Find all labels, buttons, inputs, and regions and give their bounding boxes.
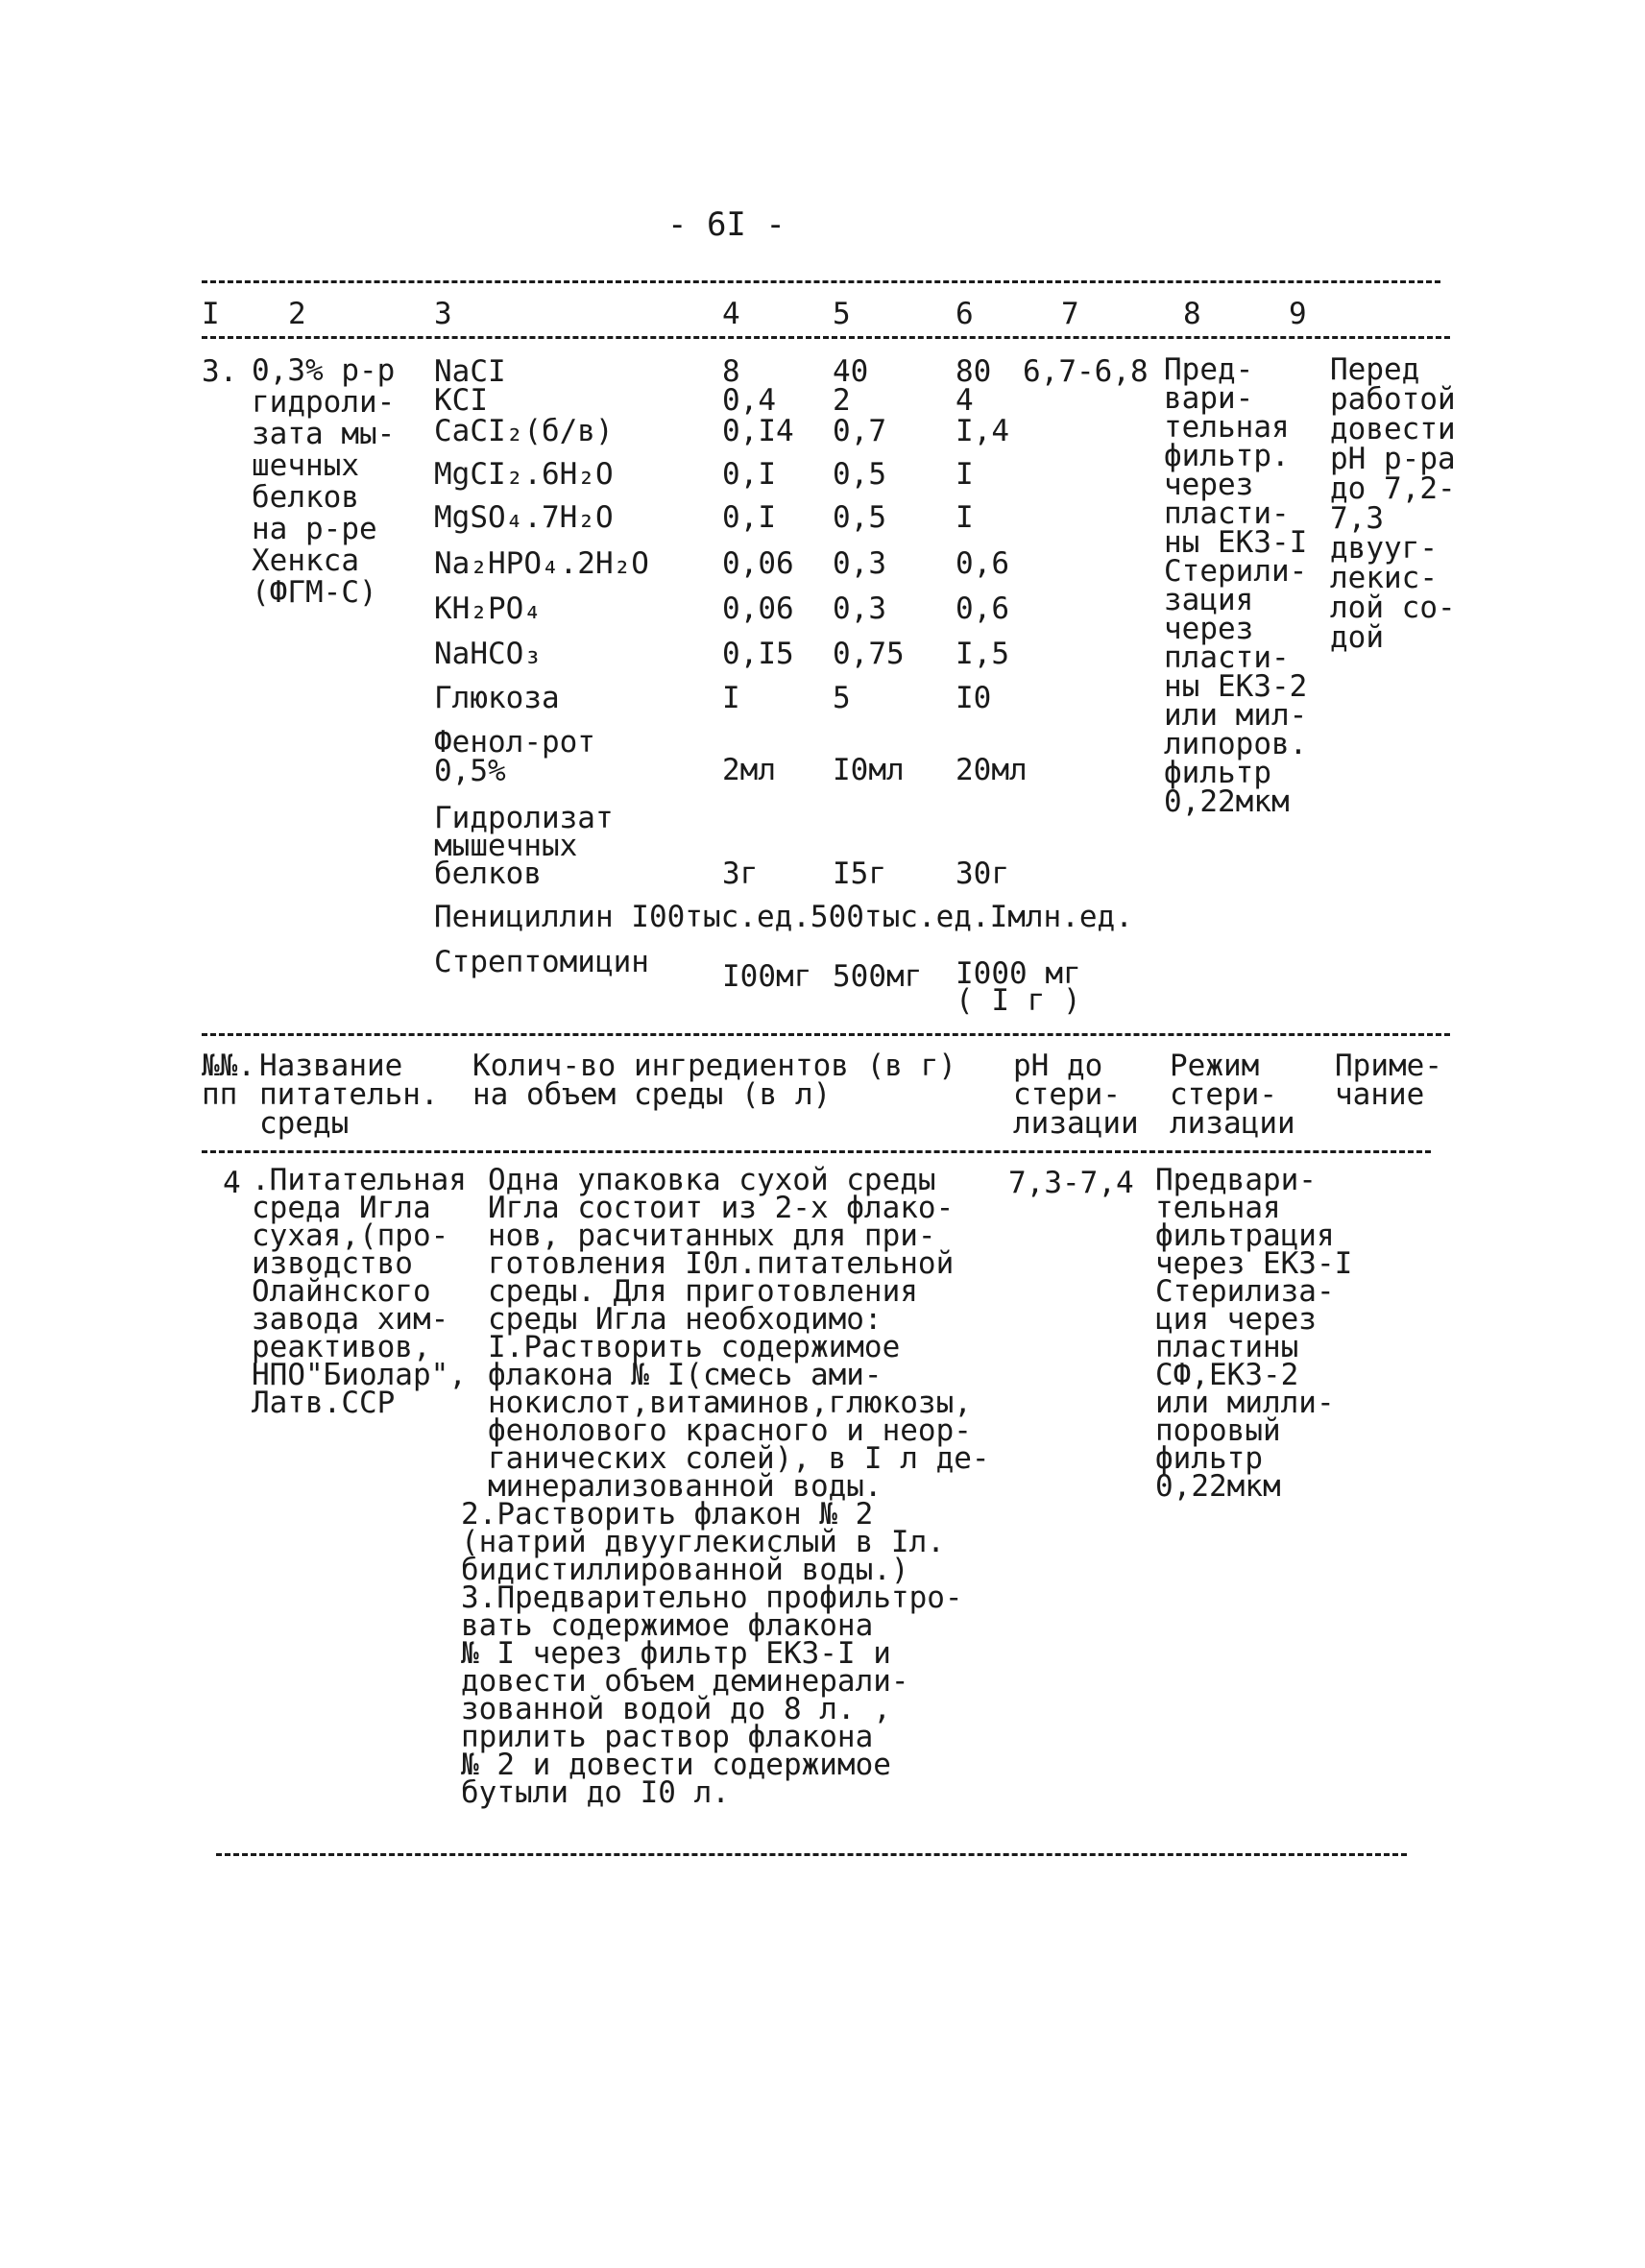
penicillin-line: Пенициллин I00тыс.ед.500тыс.ед.Iмлн.ед. — [434, 900, 1133, 934]
amount-5l: 0,3 — [833, 546, 886, 581]
streptomycin-amount-1l: I00мг — [722, 959, 812, 994]
amount-5l: 0,5 — [833, 457, 886, 492]
ph-range: 6,7-6,8 — [1023, 354, 1149, 389]
amount-5l: 0,5 — [833, 500, 886, 535]
col-header-3: 3 — [434, 297, 452, 331]
amount-10l: I — [956, 457, 974, 492]
col-header-9: 9 — [1289, 297, 1307, 331]
top-rule — [202, 280, 1440, 283]
amount-10l: I — [956, 500, 974, 535]
ingredient-name: KH₂PO₄ — [434, 591, 542, 626]
note: Перед работой довести pH р-ра до 7,2- 7,3 двууг- лекис- лой со- дой — [1330, 352, 1456, 655]
ingredient-name: CaCI₂(б/в) — [434, 414, 614, 448]
header-note: Приме- чание — [1335, 1049, 1442, 1112]
header-number: №№. пп — [202, 1049, 255, 1112]
amount-10l: I,5 — [956, 637, 1009, 671]
amount-1l: 0,4 — [722, 383, 776, 418]
amount-1l: 0,I — [722, 500, 776, 535]
ingredient-name: NaCI — [434, 354, 506, 389]
amount-5l: 0,3 — [833, 591, 886, 626]
amount-1l: I — [722, 681, 740, 715]
sterilization-mode: Предвари- тельная фильтрация через ЕКЗ-I Стерилиза- ция через пластины СФ,ЕКЗ-2 или милли- поровый фильтр 0,22мкм — [1155, 1163, 1353, 1504]
ph-range: 7,3-7,4 — [1008, 1166, 1134, 1200]
amount-1l: 0,06 — [722, 591, 794, 626]
amount-10l: I,4 — [956, 414, 1009, 448]
page-number: - 6I - — [667, 205, 786, 244]
col-header-6: 6 — [956, 297, 974, 331]
phenol-red-label: Фенол-рот 0,5% — [434, 725, 595, 788]
col-header-1: I — [202, 297, 220, 331]
amount-5l: 5 — [833, 681, 851, 715]
amount-5l: 40 — [833, 354, 869, 389]
amount-5l: 2 — [833, 383, 851, 418]
amount-1l: 8 — [722, 354, 740, 389]
amount-10l: I0 — [956, 681, 992, 715]
ingredient-name: NaHCO₃ — [434, 637, 542, 671]
row-number: 3. — [202, 354, 238, 389]
col-header-5: 5 — [833, 297, 851, 331]
table-separator-rule — [202, 1033, 1450, 1036]
amount-5l: 0,7 — [833, 414, 886, 448]
ingredient-name: MgSO₄.7H₂O — [434, 500, 614, 535]
amount-10l: 0,6 — [956, 546, 1009, 581]
row-number: 4 — [223, 1166, 241, 1200]
col-header-4: 4 — [722, 297, 740, 331]
header-rule — [202, 336, 1450, 339]
streptomycin-amount-10l: I000 мг ( I г ) — [956, 956, 1081, 1018]
hydrolysate-amount-1l: 3г — [722, 857, 759, 891]
phenol-red-amount-1l: 2мл — [722, 753, 776, 787]
amount-1l: 0,06 — [722, 546, 794, 581]
amount-5l: 0,75 — [833, 637, 905, 671]
amount-10l: 0,6 — [956, 591, 1009, 626]
ingredient-name: KCI — [434, 383, 488, 418]
col-header-8: 8 — [1183, 297, 1201, 331]
streptomycin-amount-5l: 500мг — [833, 959, 923, 994]
header-medium-name: Название питательн. среды — [259, 1049, 439, 1141]
col-header-2: 2 — [288, 297, 306, 331]
phenol-red-amount-10l: 20мл — [956, 753, 1028, 787]
header-ingredients: Колич-во ингредиентов (в г) на объем среды (в л) — [472, 1049, 956, 1112]
ingredient-name: MgCI₂.6H₂O — [434, 457, 614, 492]
hydrolysate-label: Гидролизат мышечных белков — [434, 801, 614, 891]
ingredient-name: Na₂HPO₄.2H₂O — [434, 546, 649, 581]
amount-10l: 80 — [956, 354, 992, 389]
medium-name: 0,3% р-р гидроли- зата мы- шечных белков на р-ре Хенкса (ФГМ-С) — [252, 353, 396, 610]
medium-name: .Питательная среда Игла сухая,(про- изводство Олайнского завода хим- реактивов, НПО"Биолар", Латв.ССР — [252, 1163, 467, 1420]
streptomycin-label: Стрептомицин — [434, 945, 649, 979]
preparation-step-2: 2.Растворить флакон № 2 (натрий двууглекислый в Iл. бидистиллированной воды.) — [461, 1497, 945, 1587]
ingredient-name: Глюкоза — [434, 681, 560, 715]
sterilization-mode: Пред- вари- тельная фильтр. через пласти- ны ЕКЗ-I Стерили- зация через пласти- ны ЕКЗ-2 или мил- липоров. фильтр 0,22мкм — [1164, 352, 1308, 819]
preparation-text: Одна упаковка сухой среды Игла состоит из 2-х флако- нов, расчитанных для при- готовления I0л.питательной среды. Для приготовления среды Игла необходимо: I.Растворить содержимое флакона № I(смесь ами- нокислот,витаминов,глюкозы, фенолового красного и неор- ганических солей), в I л де- минерализованной воды. — [488, 1163, 990, 1504]
header-ph: pH до стери- лизации — [1013, 1049, 1139, 1141]
phenol-red-amount-5l: I0мл — [833, 753, 905, 787]
amount-1l: 0,I5 — [722, 637, 794, 671]
header-sterilization: Режим стери- лизации — [1170, 1049, 1295, 1141]
amount-1l: 0,I — [722, 457, 776, 492]
col-header-7: 7 — [1061, 297, 1079, 331]
hydrolysate-amount-10l: 30г — [956, 857, 1009, 891]
amount-10l: 4 — [956, 383, 974, 418]
hydrolysate-amount-5l: I5г — [833, 857, 886, 891]
bottom-header-rule — [202, 1150, 1431, 1153]
amount-1l: 0,I4 — [722, 414, 794, 448]
bottom-rule — [216, 1853, 1407, 1856]
preparation-step-3: 3.Предварительно профильтро- вать содержимое флакона № I через фильтр ЕКЗ-I и довести объем деминерали- зованной водой до 8 л. , прилить раствор флакона № 2 и довести содержимое бутыли до I0 л. — [461, 1580, 963, 1810]
